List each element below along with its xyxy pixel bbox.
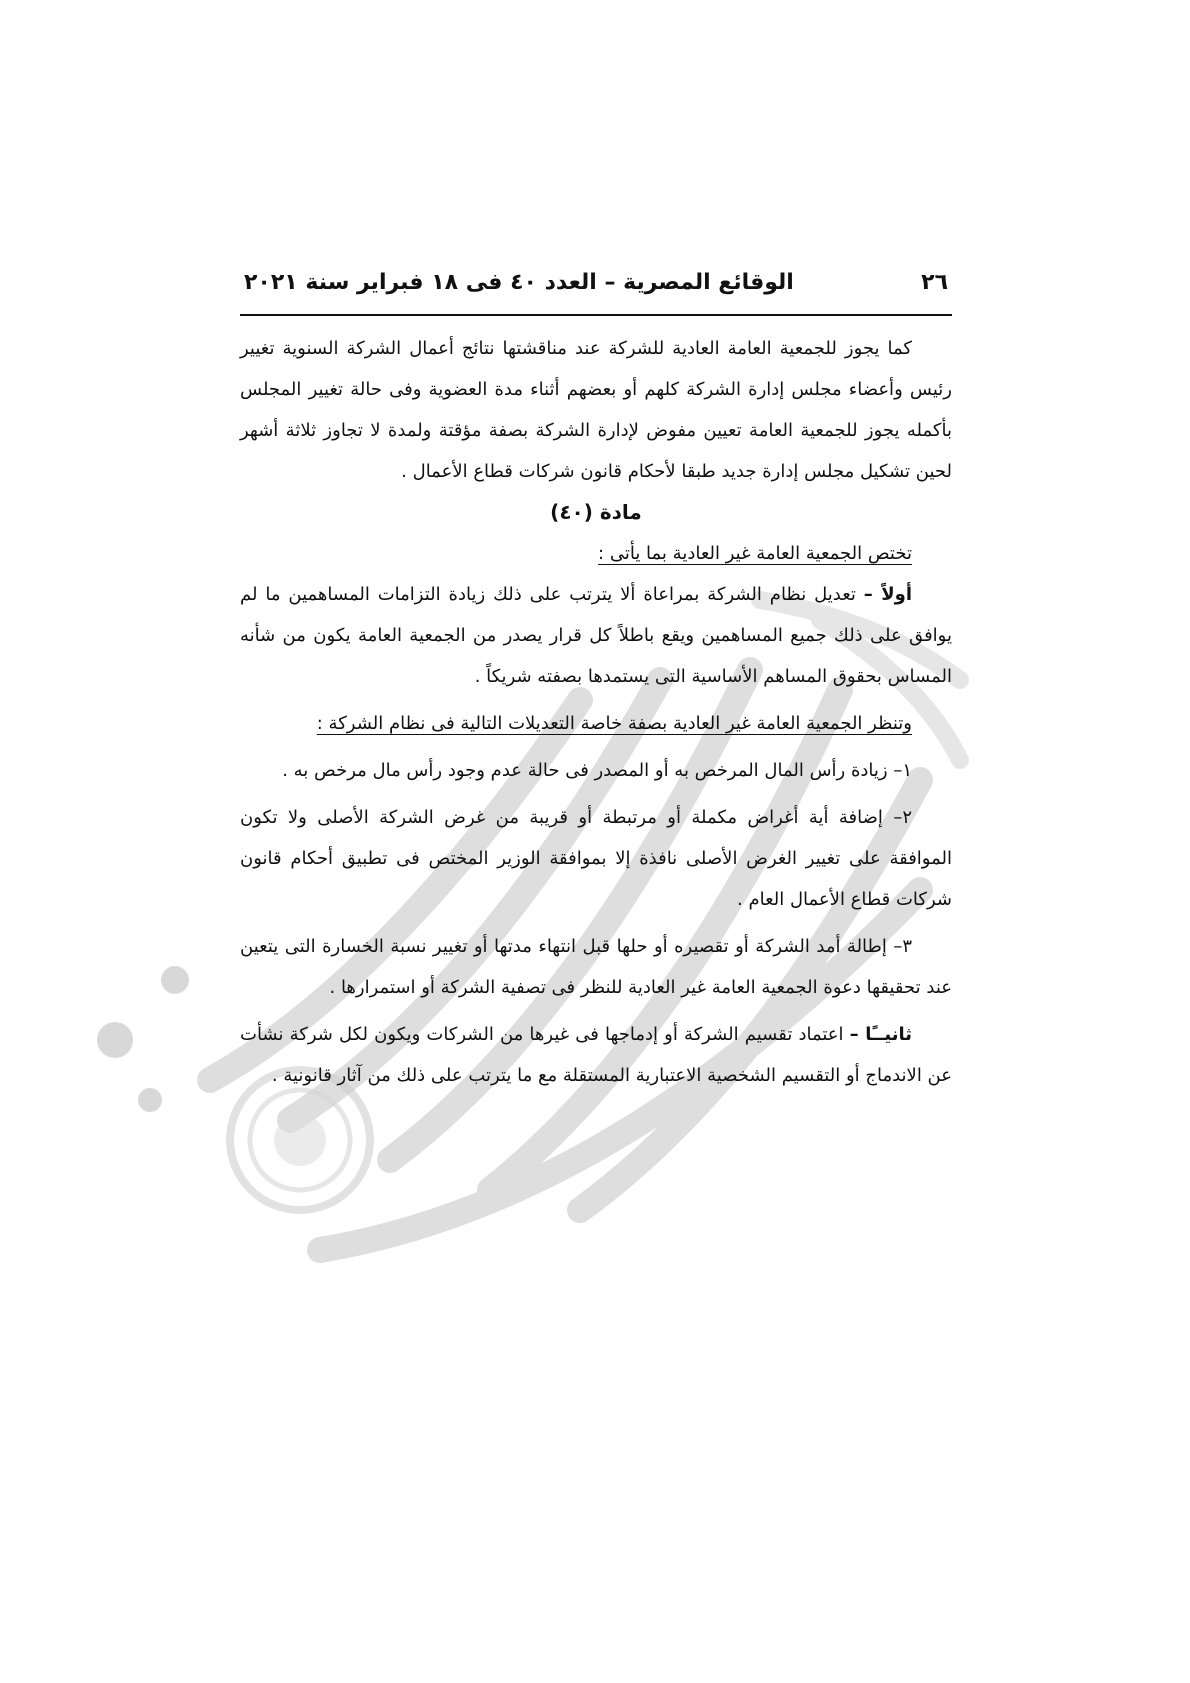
page-number: ٢٦ (921, 270, 948, 295)
intro-paragraph: كما يجوز للجمعية العامة العادية للشركة عند مناقشتها نتائج أعمال الشركة السنوية تغيير رئيس وأعضاء مجلس إدارة الشركة كلهم أو بعضهم أثناء مدة العضوية وفى حالة تغيير المجلس بأكمله يجوز للجمعية العامة تعيين مفوض لإدارة الشركة بصفة مؤقتة ولمدة لا تجاوز ثلاثة أشهر لحين تشكيل مجلس إدارة جديد طبقا لأحكام قانون شركات قطاع الأعمال . (240, 338, 952, 482)
clause-second (240, 1014, 952, 1096)
clause-first (240, 574, 952, 697)
clause-second-label: ثانيــًا – (849, 1024, 912, 1045)
list-item-1: ١– زيادة رأس المال المرخص به أو المصدر فى حالة عدم وجود رأس مال مرخص به . (282, 760, 912, 781)
article-lead (240, 533, 952, 574)
gazette-page (240, 270, 952, 1096)
clause-first-label: أولاً – (863, 584, 912, 605)
clause-first-text: تعديل نظام الشركة بمراعاة ألا يترتب على ذلك زيادة التزامات المساهمين ما لم يوافق على ذلك جميع المساهمين ويقع باطلاً كل قرار يصدر من الجمعية العامة يكون من شأنه المساس بحقوق المساهم الأساسية التى يستمدها بصفته شريكاً . (240, 584, 952, 687)
page-body (240, 316, 952, 1096)
page-header (240, 270, 952, 316)
list-item-2: ٢– إضافة أية أغراض مكملة أو مرتبطة أو قريبة من غرض الشركة الأصلى ولا تكون الموافقة على تغيير الغرض الأصلى نافذة إلا بموافقة الوزير المختص فى تطبيق أحكام قانون شركات قطاع الأعمال العام . (240, 807, 952, 910)
list-item-3: ٣– إطالة أمد الشركة أو تقصيره أو حلها قبل انتهاء مدتها أو تغيير نسبة الخسارة التى يتعين عند تحقيقها دعوة الجمعية العامة غير العادية للنظر فى تصفية الشركة أو استمرارها . (240, 936, 952, 998)
article-lead-text: تختص الجمعية العامة غير العادية بما يأتى : (598, 543, 912, 564)
watermark-dot (97, 1022, 133, 1058)
clause-second-text: اعتماد تقسيم الشركة أو إدماجها فى غيرها من الشركات ويكون لكل شركة نشأت عن الاندماج أو التقسيم الشخصية الاعتبارية المستقلة مع ما يترتب على ذلك من آثار قانونية . (240, 1024, 952, 1086)
special-lead: وتنظر الجمعية العامة غير العادية بصفة خاصة التعديلات التالية فى نظام الشركة : (316, 713, 912, 734)
watermark-dot (138, 1088, 162, 1112)
running-title: الوقائع المصرية – العدد ٤٠ فى ١٨ فبراير سنة ٢٠٢١ (244, 270, 794, 295)
watermark-dot (161, 966, 189, 994)
article-title: مادة (٤٠) (550, 500, 642, 524)
